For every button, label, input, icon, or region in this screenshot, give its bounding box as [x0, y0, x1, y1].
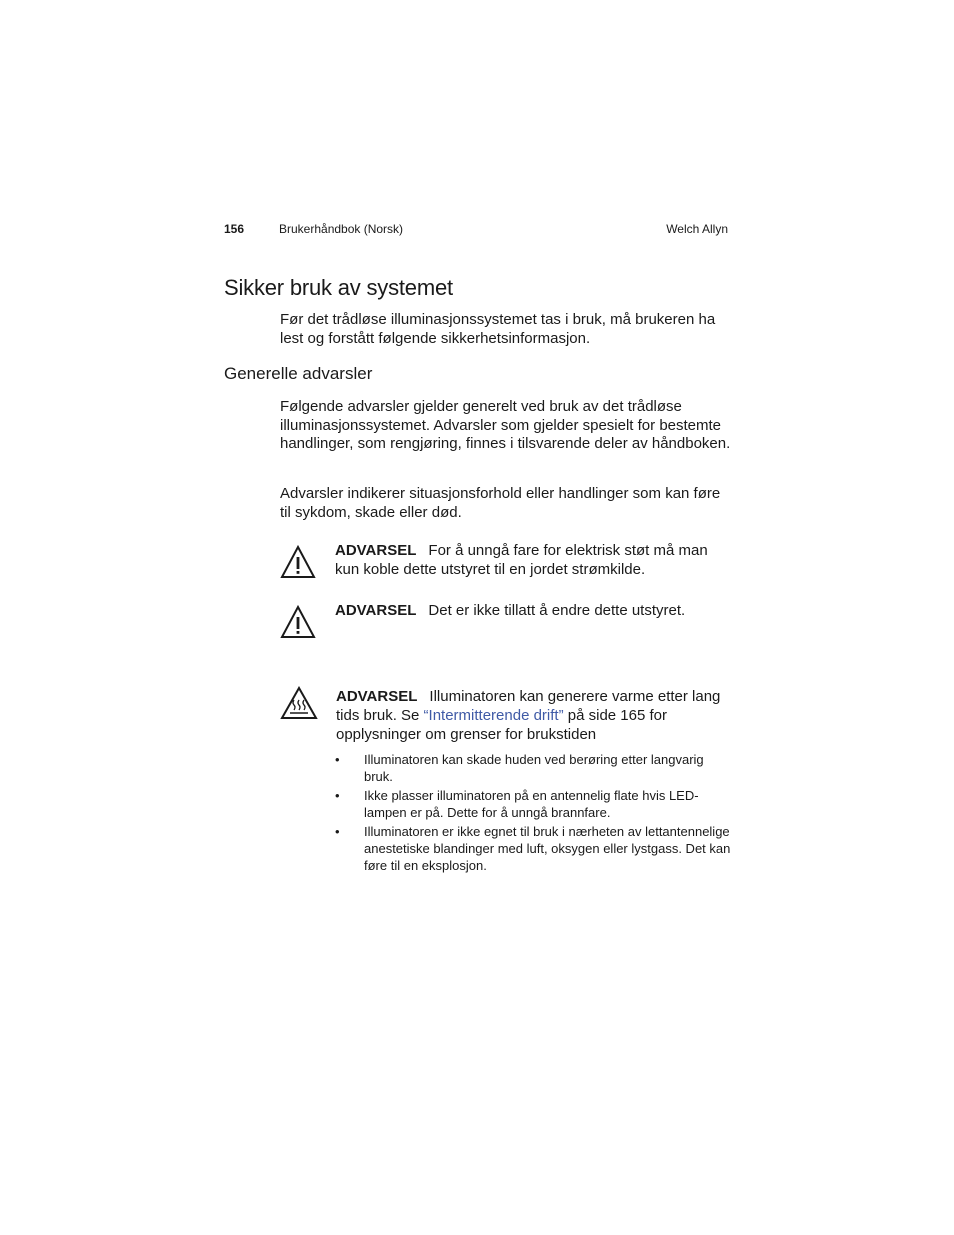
- bullet: •: [335, 824, 340, 839]
- document-title: Brukerhåndbok (Norsk): [279, 222, 404, 236]
- list-item: [335, 751, 735, 785]
- warning-label: ADVARSEL: [336, 688, 418, 705]
- warning-text: For å unngå fare for elektrisk støt må man kun koble dette utstyret til en jordet strømkilde.: [335, 542, 708, 578]
- section-title: Sikker bruk av systemet: [224, 275, 453, 300]
- warning-text: Illuminatoren kan generere varme etter lang tids bruk. Se: [336, 688, 721, 724]
- warning-label: ADVARSEL: [335, 602, 417, 619]
- warning-triangle-icon: [280, 604, 316, 645]
- page-number: 156: [224, 222, 245, 236]
- warning-triangle-icon: [280, 544, 316, 585]
- list-item-text: Illuminatoren kan skade huden ved berøring etter langvarig bruk.: [364, 752, 704, 784]
- warning-label: ADVARSEL: [335, 542, 417, 559]
- warning-2: [335, 601, 735, 620]
- warning-3: [336, 687, 736, 744]
- warning-text-continued: på side 165 for opplysninger om grenser for brukstiden: [336, 707, 667, 743]
- warning-1: [335, 541, 735, 579]
- hot-surface-icon: [280, 686, 318, 725]
- subsection-paragraph-1: Følgende advarsler gjelder generelt ved bruk av det trådløse illuminasjonssystemet. Advarsler som gjelder spesielt for bestemte handlinger, som rengjøring, finnes i tilsvarende deler av håndboken.: [280, 398, 731, 453]
- bullet: •: [335, 788, 340, 803]
- warning-3-bullet-list: [335, 751, 735, 876]
- brand-name: Welch Allyn: [666, 222, 728, 236]
- list-item-text: Ikke plasser illuminatoren på en antennelig flate hvis LED-lampen er på. Dette for å unngå brannfare.: [364, 788, 699, 820]
- list-item: [335, 787, 735, 821]
- section-intro: Før det trådløse illuminasjonssystemet tas i bruk, må brukeren ha lest og forstått følgende sikkerhetsinformasjon.: [280, 311, 716, 347]
- cross-reference-link[interactable]: “Intermitterende drift”: [423, 707, 564, 724]
- subsection-title: Generelle advarsler: [224, 364, 373, 383]
- subsection-paragraph-2: Advarsler indikerer situasjonsforhold eller handlinger som kan føre til sykdom, skade eller død.: [280, 485, 721, 521]
- list-item-text: Illuminatoren er ikke egnet til bruk i nærheten av lettantennelige anestetiske blandinger med luft, oksygen eller lystgass. Det kan føre til en eksplosjon.: [364, 824, 731, 873]
- warning-text: Det er ikke tillatt å endre dette utstyret.: [428, 602, 686, 619]
- list-item: [335, 823, 735, 874]
- bullet: •: [335, 752, 340, 767]
